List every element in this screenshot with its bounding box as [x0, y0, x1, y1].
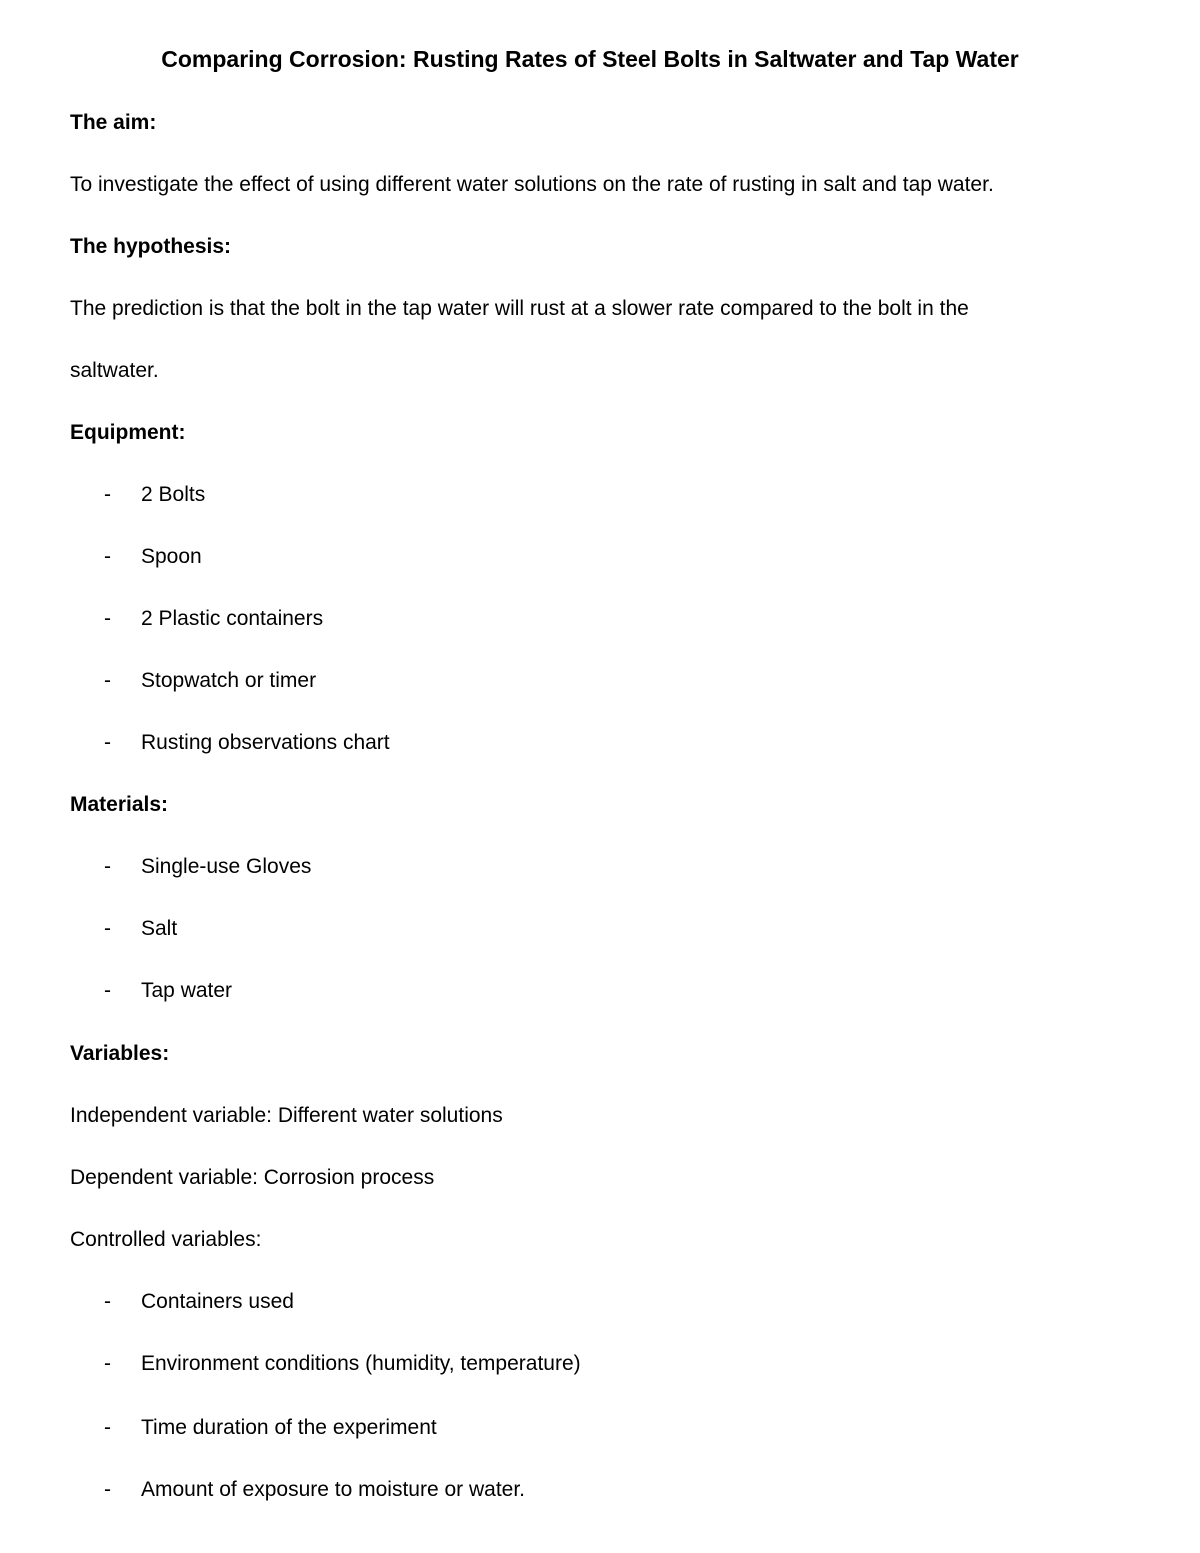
equipment-list-item [0, 543, 1200, 571]
aim-text: To investigate the effect of using different water solutions on the rate of rusting in salt and tap water. [70, 173, 994, 196]
hypothesis-heading: The hypothesis: [70, 235, 232, 258]
equipment-list-item [0, 481, 1200, 509]
equipment-item-text: Spoon [141, 545, 202, 568]
equipment-heading: Equipment: [70, 421, 186, 444]
equipment-item-text: Stopwatch or timer [141, 669, 317, 692]
independent-variable: Independent variable: Different water solutions [70, 1104, 503, 1127]
controlled-variables-label: Controlled variables: [70, 1228, 262, 1251]
materials-list-item [0, 977, 1200, 1005]
bullet-dash: - [104, 545, 111, 568]
materials-list-item [0, 915, 1200, 943]
controlled-variable-text: Environment conditions (humidity, temperature) [141, 1352, 581, 1375]
dependent-variable: Dependent variable: Corrosion process [70, 1166, 435, 1189]
materials-heading: Materials: [70, 793, 169, 816]
equipment-item-text: 2 Plastic containers [141, 607, 324, 630]
bullet-dash: - [104, 669, 111, 692]
controlled-variable-text: Amount of exposure to moisture or water. [141, 1478, 526, 1501]
hypothesis-text-line-2: saltwater. [70, 359, 159, 382]
bullet-dash: - [104, 1290, 111, 1313]
hypothesis-text-line-1: The prediction is that the bolt in the tap water will rust at a slower rate compared to the bolt in the [70, 297, 969, 320]
controlled-variable-item [0, 1476, 1200, 1504]
controlled-variable-text: Time duration of the experiment [141, 1416, 437, 1439]
bullet-dash: - [104, 1478, 111, 1501]
document-title: Comparing Corrosion: Rusting Rates of Steel Bolts in Saltwater and Tap Water [161, 46, 1019, 72]
materials-item-text: Salt [141, 917, 178, 940]
controlled-variable-item [0, 1288, 1200, 1316]
controlled-variable-item [0, 1414, 1200, 1442]
equipment-list-item [0, 667, 1200, 695]
variables-heading: Variables: [70, 1042, 170, 1065]
controlled-variable-item [0, 1350, 1200, 1378]
bullet-dash: - [104, 731, 111, 754]
aim-heading: The aim: [70, 111, 157, 134]
controlled-variable-text: Containers used [141, 1290, 294, 1313]
equipment-item-text: 2 Bolts [141, 483, 206, 506]
bullet-dash: - [104, 855, 111, 878]
materials-item-text: Tap water [141, 979, 233, 1002]
bullet-dash: - [104, 979, 111, 1002]
equipment-item-text: Rusting observations chart [141, 731, 390, 754]
materials-item-text: Single-use Gloves [141, 855, 312, 878]
bullet-dash: - [104, 917, 111, 940]
bullet-dash: - [104, 1416, 111, 1439]
materials-list-item [0, 853, 1200, 881]
bullet-dash: - [104, 483, 111, 506]
equipment-list-item [0, 605, 1200, 633]
equipment-list-item [0, 729, 1200, 757]
bullet-dash: - [104, 607, 111, 630]
bullet-dash: - [104, 1352, 111, 1375]
